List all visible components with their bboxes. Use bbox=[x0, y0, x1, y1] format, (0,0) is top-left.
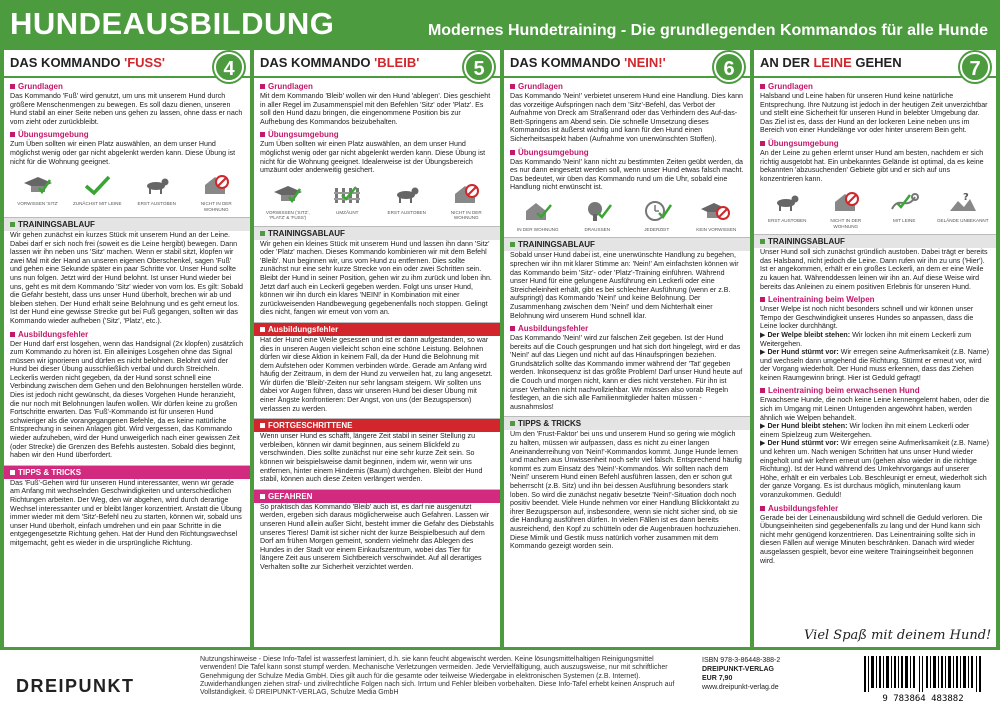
page-title: HUNDEAUSBILDUNG bbox=[10, 6, 335, 41]
icon-caption: VORWISSEN ('SITZ', 'PLATZ' & 'FUSS') bbox=[265, 209, 310, 221]
section-bar: Ausbildungsfehler bbox=[254, 322, 500, 336]
section-label: Leinentraining beim Welpen bbox=[760, 295, 996, 304]
section-text: Das Kommando 'Nein!' kann nicht zu bestimmten Zeiten geübt werden, da es nur dann eingesetzt werden soll, wenn unser Hund etwas falsch macht. Das bedeutet, wir üben das Kommando rund um die Uhr, sobald eine Handlung nicht erwünscht ist. bbox=[510, 157, 744, 192]
section-label: Ausbildungsfehler bbox=[510, 324, 750, 333]
icon-caption: ERST AUSTOBEN bbox=[768, 218, 807, 224]
section-text: Gerade bei der Leinenausbildung wird schnell die Geduld verloren. Die Übungseinheiten sind gegebenenfalls zu lang und der Hund kann sich nicht mehr genügend konzentrieren. Das Leinentraining sollte sich in diesen Fällen auf wenige Minuten beschränken. Danach wird wieder ausgelassen gespielt, bevor eine weitere Trainingseinheit begonnen wird. bbox=[760, 513, 983, 565]
section-label: Ausbildungsfehler bbox=[760, 504, 996, 513]
barcode-digits: 9 783864 483882 bbox=[882, 694, 964, 704]
icon-caption: GELÄNDE UNBEKANNT bbox=[936, 218, 989, 224]
publisher-logo: DREIPUNKT bbox=[16, 676, 135, 696]
column-number: 5 bbox=[464, 52, 494, 82]
signature-text: Viel Spaß mit deinem Hund! bbox=[804, 628, 992, 643]
no-indoor-icon bbox=[447, 180, 485, 208]
icon-caption: JEDERZEIT bbox=[644, 226, 670, 232]
column-title: AN DER LEINE GEHEN bbox=[760, 55, 902, 70]
icon-caption: ZUNÄCHST MIT LEINE bbox=[72, 201, 122, 207]
graduation-cap-icon bbox=[269, 180, 307, 208]
section-text: Wenn unser Hund es schafft, längere Zeit stabil in seiner Stellung zu verbleiben, können wir damit beginnen, aus seinem Blickfeld zu verschwinden. Dies sollte zunächst nur eine sehr kurze Zeit sein. So können wir beispielsweise damit beginnen, indem wir, wenn wir uns entfernen, hinter einem Hindernis (Baum) durchgehen. Bleibt der Hund stabil, können auch diese Zeiten verlängert werden. bbox=[260, 432, 483, 484]
column-number: 7 bbox=[960, 52, 990, 82]
section-bar: TRAININGSABLAUF bbox=[504, 237, 750, 251]
column-number: 6 bbox=[714, 52, 744, 82]
column-title: DAS KOMMANDO 'BLEIB' bbox=[260, 55, 420, 70]
section-text: So praktisch das Kommando 'Bleib' auch ist, es darf nie ausgenutzt werden, ergeben sich daraus möglicherweise auch Gefahren. Lassen wir unseren Hund allein außer Sicht, besteht immer die Gefahr des Diebstahls unseres Tieres! Damit ist sicher nicht der kurze Beispielbesuch auf dem Dorf am frühen Morgen gemeint, sondern vielmehr das Ablegen des Hundes in der Stadt vor einem Einkaufszentrum, wobei das Tier für längere Zeit aus unserem Sichtbereich verschwindet. Auf all derartiges Verhalten sollte zur Sicherheit verzichtet werden. bbox=[260, 502, 494, 571]
column-nein bbox=[500, 50, 750, 647]
svg-text:?: ? bbox=[962, 192, 969, 204]
section-label: Grundlagen bbox=[760, 82, 996, 91]
icon-caption: DRAUSSEN bbox=[584, 226, 611, 232]
icon-caption: NICHT IN DER WOHNUNG bbox=[450, 209, 482, 221]
section-bar: TRAININGSABLAUF bbox=[754, 234, 996, 248]
icon-caption: NICHT IN DER WOHNUNG bbox=[830, 218, 862, 229]
section-bar: TIPPS & TRICKS bbox=[504, 416, 750, 430]
icon-caption: MIT LEINE bbox=[893, 218, 916, 224]
leash-icon bbox=[885, 188, 923, 216]
usage-note: Nutzungshinweise - Diese Info-Tafel ist wasserfest laminiert, d.h. sie kann feucht abgewischt werden. Keine lösungsmittelhaltigen Reinigungsmittel verwenden! Die Tafel kann sonst stumpf werden. Mechanische Verletzungen vermeiden. Jede Vervielfältigung, auch auszugsweise, nur mit schriftlicher Genehmigung der Schulze Media GmbH. Dies gilt auch für die gesamte oder teilweise Wiedergabe in elektronischen Systemen (z.B. Internet). Zuwiderhandlungen ziehen straf- und zivilrechtliche Folgen nach sich. Irrtum und Fehler bleiben vorbehalten. Diese Info-Tafel erhebt keinen Anspruch auf Vollständigkeit. © DREIPUNKT-VERLAG, Schulze Media GmbH bbox=[200, 656, 675, 697]
section-text: Halsband und Leine haben für unseren Hund keine natürliche Entsprechung. Ihre Nutzung ist jedoch in der heutigen Zeit unverzichtbar und stellt eine Sicherheit für unseren Hund in belebter Umgebung dar. Das Ziel ist es, dass der Hund an der lockeren Leine neben uns im Bereich von einer Hundelänge vor oder hinter unserem Bein geht. bbox=[760, 92, 988, 135]
section-bar: TIPPS & TRICKS bbox=[4, 465, 250, 479]
running-dog-icon bbox=[768, 188, 806, 216]
section-text: Mit dem Kommando 'Bleib' wollen wir den Hund 'ablegen'. Dies geschieht in aller Regel im Zusammenspiel mit den Befehlen 'Sitz' oder 'Platz'. Es soll den Hund dazu bringen, die eingenommene Position bis zur Aufhebung des Kommandos beizubehalten. bbox=[260, 92, 491, 126]
section-label: Grundlagen bbox=[260, 82, 500, 91]
publisher-name: DREIPUNKT-VERLAG bbox=[702, 666, 774, 673]
column-header bbox=[4, 50, 250, 78]
section-label: Leinentraining beim erwachsenen Hund bbox=[760, 386, 996, 395]
icon-row bbox=[258, 180, 496, 221]
section-text: Unser Welpe ist noch nicht besonders schnell und wir können unser Tempo der Geschwindigkeit unseres Hundes so anpassen, dass die Leine locker durchhängt. bbox=[760, 305, 974, 331]
barcode bbox=[858, 656, 988, 704]
section-text: An der Leine zu gehen erlernt unser Hund am besten, nachdem er sich richtig ausgetobt hat. Ein unbekanntes Gelände ist optimal, da es keine bekannten 'abzusuchenden' Gebiete gibt und er sich auf uns konzentrieren kann. bbox=[760, 148, 984, 183]
column-header bbox=[504, 50, 750, 78]
column-header bbox=[254, 50, 500, 78]
icon-caption: VORWISSEN 'SITZ' bbox=[17, 201, 59, 207]
running-dog-icon bbox=[388, 180, 426, 208]
bullet-item: ▶ Der Welpe bleibt stehen: Wir locken ihn mit einem Leckerli zum Weitergehen. bbox=[760, 330, 972, 348]
section-text: Erwachsene Hunde, die noch keine Leine kennengelernt haben, oder die sich im Umgang mit Leinen Untugenden angewöhnt haben, werden ähnlich wie Welpen behandelt. bbox=[760, 396, 990, 422]
column-fuss bbox=[0, 50, 250, 647]
section-bar: TRAININGSABLAUF bbox=[4, 217, 250, 231]
section-text: Unser Hund soll sich zunächst gründlich austoben. Dabei trägt er bereits das Halsband, nicht jedoch die Leine. Dann rufen wir ihn zu uns ('Hier'). Ist er angekommen, erhält er ein großes Leckerli, an dem er eine Weile zu kauen hat. Währenddessen leinen wir ihn an. Auf diese Weise wird bereits das Anleinen zu einem positiven Erlebnis für unseren Hund. bbox=[760, 248, 988, 291]
icon-row bbox=[8, 171, 246, 212]
bullet-item: ▶ Der Hund stürmt vor: Wir erregen seine Aufmerksamkeit (z.B. Name) und wechseln dann umgehend die Richtung. Stürmt er erneut vor, wird der Vorgang wiederholt. Der Hund muss erkennen, dass das Ziehen keinen Raumgewinn bringt. Hier ist Geduld gefragt! bbox=[760, 348, 989, 382]
section-label: Grundlagen bbox=[10, 82, 250, 91]
fence-icon bbox=[328, 180, 366, 208]
page-subtitle: Modernes Hundetraining - Die grundlegenden Kommandos für alle Hunde bbox=[427, 22, 988, 39]
icon-caption: ERST AUSTOBEN bbox=[137, 201, 176, 207]
icon-caption: NICHT IN DER WOHNUNG bbox=[200, 201, 232, 212]
section-bar: GEFAHREN bbox=[254, 489, 500, 503]
section-text: Um den 'Frust-Faktor' bei uns und unserem Hund so gering wie möglich zu halten, müssen wir aufpassen, dass es nicht zu einer langen Aneinanderreihung von 'Nein!'-Kommandos kommt. Junge Hunde lernen und machen aus Unwissenheit noch sehr viel falsch. Entsprechend häufig kommt es zum Einsatz des 'Nein!'-Kommandos. Wir sollten nach dem 'Nein!' unserem Hund einen Befehl ausführen lassen, den er schon gut beherrscht (z.B. Sitz) und ihn bei dessen Ausführung besonders stark loben. So wird die zunächst negativ besetzte 'Nein!'-Situation doch noch positiv beendet. Viele Hunde nehmen vor einer Handlung Blickkontakt zu ihrer Bezugsperson auf, insbesondere, wenn sie nicht sicher sind, ob sie die Handlung ausführen dürfen. In vielen Fällen ist es dann bereits ausreichend, den Kopf zu schütteln oder die Augenbrauen hochzuziehen. Diese Mimik und Gestik muss natürlich vorher zusammen mit dem Kommando gezeigt worden sein. bbox=[510, 430, 742, 551]
bullet-item: ▶ Der Hund bleibt stehen: Wir locken ihn mit einem Leckerli oder einem Spielzeug zum Weitergehen. bbox=[760, 422, 970, 439]
column-header bbox=[754, 50, 996, 78]
section-label: Grundlagen bbox=[510, 82, 750, 91]
section-label: Übungsumgebung bbox=[760, 139, 996, 148]
column-title: DAS KOMMANDO 'NEIN!' bbox=[510, 55, 666, 70]
section-text: Zum Üben sollten wir einen Platz auswählen, an dem unser Hund möglichst wenig oder gar nicht abgelenkt werden kann. Diese Übung ist nicht für die Wohnung geeignet. bbox=[10, 140, 236, 166]
section-bar: FORTGESCHRITTENE bbox=[254, 418, 500, 432]
icon-caption: KEIN VORWISSEN bbox=[696, 226, 737, 232]
section-text: Sobald unser Hund dabei ist, eine unerwünschte Handlung zu begehen, sprechen wir ihn mit klarer Stimme an: 'Nein!' Am einfachsten können wir das Kommando beim 'Sitz'- oder 'Platz'-Training einführen. Während unser Hund für eine gelungene Ausführung ein Leckerli oder eine Streicheleinheit erhält, gibt es bei schlechter Ausführung (wenn er z.B. aufspringt) das Kommando 'Nein!' und keine Belohnung. Der Zusammenhang zwischen dem 'Nein!' und dem Nichterhalt einer Belohnung wird unserem Hund schnell klar. bbox=[510, 251, 739, 320]
tree-icon bbox=[578, 197, 616, 225]
section-label: Übungsumgebung bbox=[10, 130, 250, 139]
column-title: DAS KOMMANDO 'FUSS' bbox=[10, 55, 165, 70]
section-text: Das Kommando 'Nein!' verbietet unserem Hund eine Handlung. Dies kann das vorzeitige Aufspringen nach dem 'Sitz'-Befehl, das Verbot der Aufnahme von Dreck am Straßenrand oder das Verhindern des Auf-das-Bett-Springens am Abend sein. Die schnelle Umsetzung dieses Kommandos ist äußerst wichtig und kann für den Hund einen Sicherheitsaspekt haben (Aufnahme von unerwünschten Stoffen). bbox=[510, 92, 743, 143]
graduation-cap-icon bbox=[19, 171, 57, 199]
icon-caption: IN DER WOHNUNG bbox=[516, 226, 559, 232]
house-icon bbox=[519, 197, 557, 225]
section-text: Das Kommando 'Nein!' wird zur falschen Zeit gegeben. Ist der Hund bereits auf die Couch gesprungen und hat sich dort hingelegt, wird er das 'Nein!' auf das Liegen und nicht auf das Hinaufspringen beziehen. Grundsätzlich sollte das Kommando immer während der 'Tat' gegeben werden. Inkonsequenz ist das größte Problem! Darf unser Hund heute auf die Couch und morgen nicht, kann er dies nicht verstehen. Für ihn ist unser Verhalten nicht nachvollziehbar. Wir müssen also vorab Regeln festlegen, an die sich alle Familienmitglieder halten müssen - ausnahmslos! bbox=[510, 334, 743, 411]
checkmark-icon bbox=[78, 171, 116, 199]
section-label: Übungsumgebung bbox=[510, 148, 750, 157]
isbn: ISBN 978-3-86448-388-2 bbox=[702, 657, 781, 664]
section-text: Zum Üben sollten wir einen Platz auswählen, an dem unser Hund möglichst wenig oder gar nicht abgelenkt werden kann. Diese Übung ist nicht für die Wohnung geeignet. Idealerweise ist der Übungsbereich umzäunt oder anderweitig gesichert. bbox=[260, 140, 486, 175]
footer bbox=[0, 647, 1000, 708]
section-text: Das 'Fuß'-Gehen wird für unseren Hund interessanter, wenn wir gerade am Anfang mit wechselnden Geschwindigkeiten und unterschiedlichen Richtungen arbeiten. Der Weg, den wir abgehen, wird durch derartige Wechsel interessanter und er bleibt länger konzentriert. Anstatt die Übung immer wieder mit dem 'Sitz'-Befehl neu zu starten, können wir, sobald uns unser Hund überholt, einfach umdrehen und ein paar Schritte in die entgegengesetzte Richtung gehen. Hat der Hund den Richtungswechsel mitgemacht, geht es wieder in die ursprüngliche Richtung. bbox=[10, 478, 242, 547]
bullet-item: ▶ Der Hund stürmt vor: Wir erregen seine Aufmerksamkeit (z.B. Name) und kehren um. Nach wenigen Schritten hat uns unser Hund wieder eingeholt und wir kehren erneut um (gehen also wieder in die richtige Richtung). Ist der Hund während des Umkehrvorgangs auf unserer Höhe, erhält er ein verbales Lob. Beschleunigt er erneut, wiederholt sich der ganze Vorgang. Es ist durchaus möglich, minutenlang kaum voranzukommen. Geduld! bbox=[760, 439, 989, 499]
icon-row bbox=[758, 188, 992, 229]
question-terrain-icon bbox=[944, 188, 982, 216]
section-text: Hat der Hund eine Weile gesessen und ist er dann aufgestanden, so war dies in unseren Augen vielleicht schon eine schöne Leistung. Belohnen dürfen wir diese Aktion in keinem Fall, da der Hund die Belohnung mit dem Aufstehen oder Kommen verbinden würde. Gerade am Anfang wird häufig der Zeitraum, in dem der Hund zu verweilen hat, zu lang angesetzt. Wir dürfen die 'Bleib'-Zeiten nur sehr langsam steigern. Wir sollten uns dabei vor Augen führen, dass wir unseren Hund bei dieser Übung mit einer Ängste konfrontieren: Der Angst, von uns (der Bezugsperson) verlassen zu werden. bbox=[260, 335, 493, 413]
section-label: Ausbildungsfehler bbox=[10, 330, 250, 339]
no-indoor-icon bbox=[197, 171, 235, 199]
column-bleib bbox=[250, 50, 500, 647]
section-text: Wir gehen ein kleines Stück mit unserem Hund und lassen ihn dann 'Sitz' oder 'Platz' machen. Dieses Kommando kombinieren wir mit dem Befehl 'Bleib'. Nun beginnen wir, uns vom Hund zu entfernen. Dies sollte zunächst nur eine sehr kurze Strecke von ein oder zwei Schritten sein. Bleibt der Hund in seiner Position, gehen wir zu ihm zurück und loben ihn. Jetzt darf auch ein Leckerli gegeben werden. Folgt uns unser Hund, können wir ihn durch ein klares 'NEIN!' in Kombination mit einer zurückweisenden Handbewegung gegebenenfalls noch stoppen. Gelingt dies nicht, fangen wir erneut von vorn an. bbox=[260, 239, 492, 317]
section-text: Der Hund darf erst losgehen, wenn das Handsignal (2x klopfen) zusätzlich zum Kommando zu hören ist. Ein alleiniges Losgehen ohne das Signal müssen wir ignorieren und dürfen es nicht belohnen. Belohnt wird der Hund bei dieser Übung ausschließlich verbal und durch Streicheln. Leckerlis werden nicht gegeben, da der Hund sonst schnell eine Verbindung zwischen dem Gehen und den Belohnungen herstellen würde. Dies ist jedoch nicht gewünscht, da dieses Vorgehen Hunde heranzieht, die nur noch mit Belohnungen laufen wollen. Wir dürfen keine zu großen Fortschritte erwarten. Das 'Fuß'-Kommando ist für unseren Hund schwieriger als die vorangegangenen Befehle, da es keine natürliche Entsprechung in seinen Anlagen gibt. Wird vergessen, das Kommando wieder aufzuheben, wird der Hund unweigerlich nach einer gewissen Zeit (oder Strecke) die Grenzen des Befehls austesten. Sobald dies beginnt, haben wir den Hund überfordert. bbox=[10, 339, 244, 460]
no-indoor-icon bbox=[827, 188, 865, 216]
icon-row bbox=[508, 197, 746, 232]
section-bar: TRAININGSABLAUF bbox=[254, 226, 500, 240]
publisher-url: www.dreipunkt-verlag.de bbox=[702, 684, 779, 691]
icon-caption: UMZÄUNT bbox=[336, 209, 359, 215]
icon-caption: ERST AUSTOBEN bbox=[387, 209, 426, 215]
section-label: Übungsumgebung bbox=[260, 130, 500, 139]
no-graduation-cap-icon bbox=[697, 197, 735, 225]
publisher-info bbox=[702, 656, 780, 692]
running-dog-icon bbox=[138, 171, 176, 199]
barcode-bars-icon bbox=[858, 656, 988, 692]
price: EUR 7,90 bbox=[702, 675, 733, 682]
section-text: Das Kommando 'Fuß' wird genutzt, um uns mit unserem Hund durch größere Menschenmengen zu bewegen. Es soll dazu dienen, unseren Hund stabil an einer Seite neben uns gehen zu lassen, ohne dass er nach vorn zieht oder zurückbleibt. bbox=[10, 92, 243, 126]
clock-icon bbox=[638, 197, 676, 225]
section-text: Wir gehen zunächst ein kurzes Stück mit unserem Hund an der Leine. Dabei darf er sich noch frei (soweit es die Leine hergibt) bewegen. Dann lassen wir ihn neben uns 'Sitz' machen. Wenn er stabil sitzt, klopfen wir zwei Mal mit der Hand an unseren eigenen Oberschenkel, sagen 'Fuß' und gehen eine Sekunde später ein paar Schritte vor. Unser Hund sollte uns nun folgen. Jetzt wird der Hund belohnt. Ist unser Hund wieder bei uns, geht es mit dem Kommando 'Sitz' wieder von vorn los. Es gilt: Sobald die Gefahr besteht, dass uns unser Hund überholt, brechen wir ab und bleiben stehen. Der Hund erhält seine Belohnung und es geht erneut los. Ist der Hund eine gewisse Strecke gut bei Fuß gegangen, sollten wir das Kommando wieder aufheben ('Sitz', 'Platz', etc.). bbox=[10, 230, 243, 325]
column-leine bbox=[750, 50, 1000, 647]
column-number: 4 bbox=[214, 52, 244, 82]
header-banner bbox=[0, 0, 1000, 50]
